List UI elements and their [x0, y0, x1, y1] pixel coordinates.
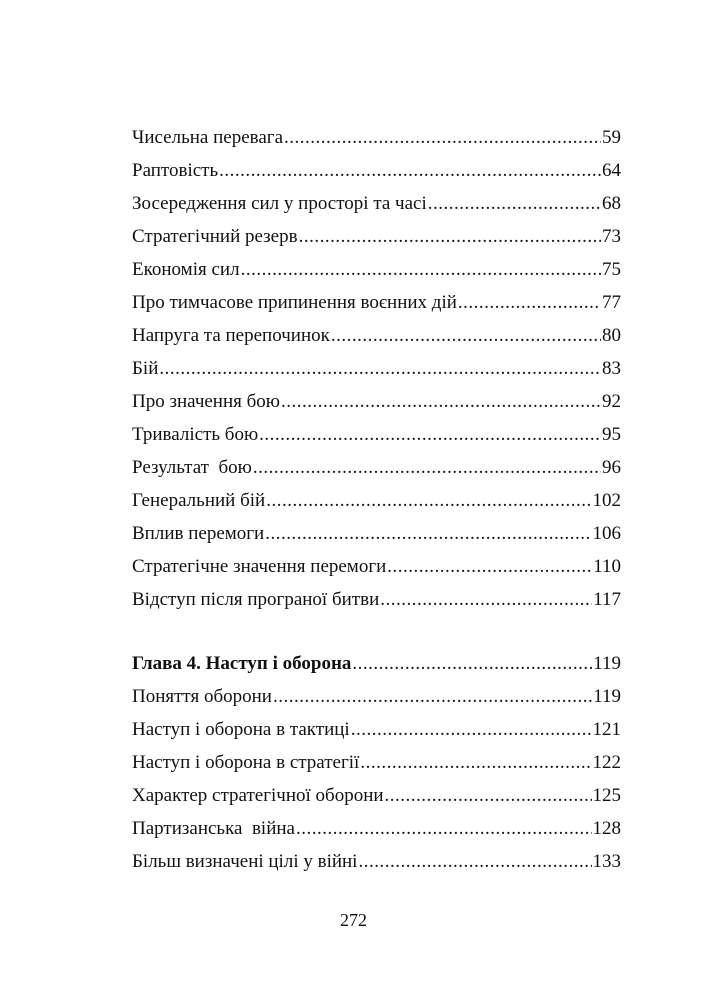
toc-leader — [265, 517, 591, 550]
toc-chapter-page: 119 — [593, 653, 621, 674]
toc-leader — [281, 385, 601, 418]
toc-entry-page: 80 — [602, 325, 621, 346]
toc-leader — [351, 713, 592, 746]
toc-entry-page: 117 — [593, 589, 621, 610]
toc-entry — [132, 583, 621, 616]
toc-leader — [458, 286, 601, 319]
toc-entry — [132, 550, 621, 583]
toc-entry — [132, 845, 621, 878]
toc-entry-page: 73 — [602, 226, 621, 247]
toc-entry — [132, 319, 621, 352]
toc-entry-title: Генеральний бій — [132, 490, 266, 511]
toc-entry-title: Напруга та перепочинок — [132, 325, 330, 346]
toc-leader — [358, 845, 591, 878]
toc-leader — [352, 647, 592, 680]
toc-entry — [132, 713, 621, 746]
toc-entry-page: 133 — [592, 851, 621, 872]
toc-entry — [132, 451, 621, 484]
toc-entry-page: 119 — [593, 686, 621, 707]
toc-entry — [132, 121, 621, 154]
toc-entry — [132, 187, 621, 220]
toc-chapter-title: Глава 4. Наступ і оборона — [132, 653, 352, 674]
toc-entry-title: Тривалість бою — [132, 424, 259, 445]
toc-entry — [132, 286, 621, 319]
toc-leader — [259, 418, 601, 451]
toc-entry-page: 128 — [592, 818, 621, 839]
toc-entry-page: 64 — [602, 160, 621, 181]
toc-entry — [132, 484, 621, 517]
toc-entry — [132, 779, 621, 812]
toc-entry-title: Стратегічний резерв — [132, 226, 298, 247]
toc-entry-page: 59 — [602, 127, 621, 148]
toc-entry-title: Економія сил — [132, 259, 240, 280]
toc-leader — [380, 583, 592, 616]
toc-entry-title: Наступ і оборона в тактиці — [132, 719, 350, 740]
toc-entry-title: Стратегічне значення перемоги — [132, 556, 387, 577]
toc-leader — [266, 484, 591, 517]
toc-entry — [132, 220, 621, 253]
toc-entry — [132, 680, 621, 713]
toc-entry — [132, 352, 621, 385]
toc-leader — [428, 187, 601, 220]
toc-entry-page: 102 — [592, 490, 621, 511]
toc-entry-title: Відступ після програної битви — [132, 589, 380, 610]
toc-entry-title: Характер стратегічної оборони — [132, 785, 384, 806]
toc-entry-title: Поняття оборони — [132, 686, 272, 707]
toc-leader — [284, 121, 601, 154]
toc-entry — [132, 418, 621, 451]
toc-entry-title: Результат бою — [132, 457, 252, 478]
toc-entry-title: Зосередження сил у просторі та часі — [132, 193, 427, 214]
table-of-contents — [132, 121, 621, 878]
toc-leader — [360, 746, 591, 779]
toc-entry-page: 96 — [602, 457, 621, 478]
toc-entry-title: Про тимчасове припинення воєнних дій — [132, 292, 457, 313]
toc-leader — [385, 779, 592, 812]
toc-leader — [253, 451, 601, 484]
toc-entry — [132, 812, 621, 845]
toc-entry — [132, 385, 621, 418]
toc-entry-title: Більш визначені цілі у війні — [132, 851, 358, 872]
toc-entry-title: Чисельна перевага — [132, 127, 284, 148]
toc-entry-title: Раптовість — [132, 160, 219, 181]
toc-entry-page: 106 — [592, 523, 621, 544]
section-gap — [132, 616, 621, 647]
toc-entry-page: 110 — [593, 556, 621, 577]
toc-entry-page: 77 — [602, 292, 621, 313]
toc-leader — [299, 220, 601, 253]
toc-chapter-heading — [132, 647, 621, 680]
toc-entry — [132, 253, 621, 286]
toc-leader — [273, 680, 592, 713]
toc-leader — [159, 352, 601, 385]
toc-entry-page: 68 — [602, 193, 621, 214]
toc-leader — [387, 550, 592, 583]
toc-leader — [331, 319, 601, 352]
toc-entry-page: 121 — [592, 719, 621, 740]
page-number: 272 — [340, 910, 367, 930]
toc-entry-page: 75 — [602, 259, 621, 280]
toc-entry-title: Наступ і оборона в стратегії — [132, 752, 360, 773]
toc-entry-title: Про значення бою — [132, 391, 280, 412]
toc-entry-title: Партизанська війна — [132, 818, 295, 839]
toc-entry — [132, 154, 621, 187]
toc-entry-title: Бій — [132, 358, 159, 379]
toc-leader — [219, 154, 601, 187]
toc-entry-page: 95 — [602, 424, 621, 445]
toc-entry-page: 122 — [592, 752, 621, 773]
toc-leader — [296, 812, 592, 845]
toc-entry-page: 125 — [592, 785, 621, 806]
toc-entry — [132, 746, 621, 779]
toc-entry-page: 92 — [602, 391, 621, 412]
toc-leader — [241, 253, 601, 286]
toc-entry-page: 83 — [602, 358, 621, 379]
toc-entry-title: Вплив перемоги — [132, 523, 265, 544]
toc-entry — [132, 517, 621, 550]
